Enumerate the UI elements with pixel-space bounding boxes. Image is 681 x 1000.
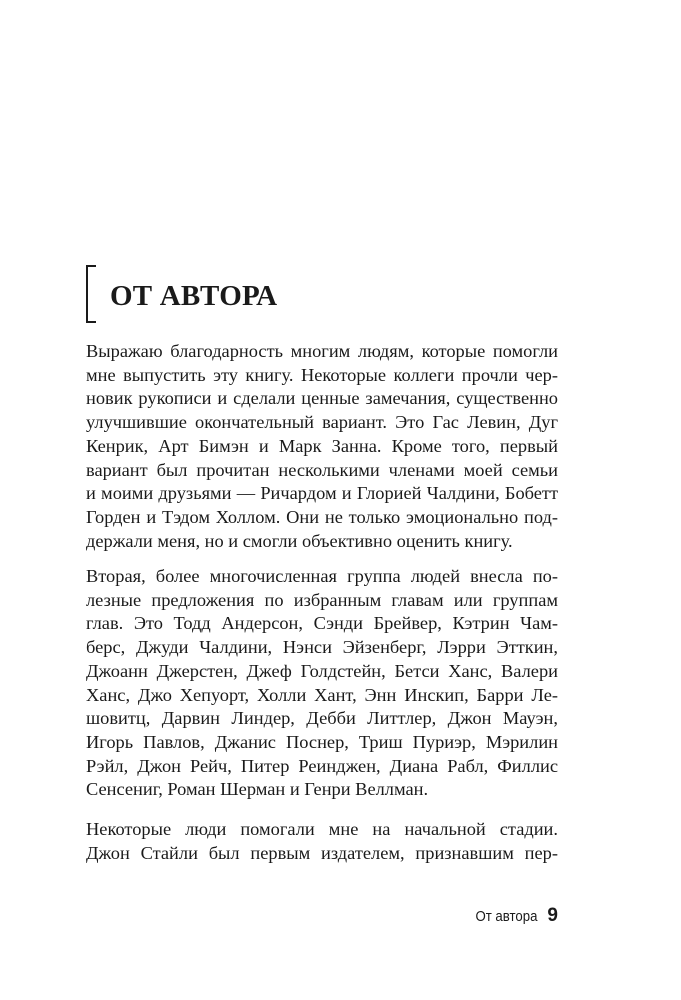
text-line: Сенсениг, Роман Шерман и Генри Веллман. [86,779,429,800]
text-line: улучшившие окончательный вариант. Это Гас Левин, Дуг [86,412,558,433]
page-footer [440,905,558,927]
chapter-title: ОТ АВТОРА [110,279,278,312]
text-line: Игорь Павлов, Джанис Поснер, Триш Пуриэр, Мэрилин [86,731,558,752]
text-line: Горден и Тэдом Холлом. Они не только эмоционально под- [86,506,558,527]
text-line: глав. Это Тодд Андерсон, Сэнди Брейвер, Кэтрин Чам- [86,613,558,634]
running-head: От автора [475,908,538,925]
text-line: Рэйл, Джон Рейч, Питер Реинджен, Диана Рабл, Филлис [86,755,558,776]
text-line: берс, Джуди Чалдини, Нэнси Эйзенберг, Лэрри Этткин, [86,637,558,658]
text-line: Некоторые люди помогали мне на начальной стадии. [86,819,558,839]
text-line: Вторая, более многочисленная группа людей внесла по- [86,566,558,586]
paragraph-acknowledgements-3 [86,818,558,865]
bracket-ornament [86,265,96,323]
text-line: вариант был прочитан несколькими членами моей семьи [86,459,558,480]
page-number: 9 [547,905,558,926]
text-line: Джоанн Джерстен, Джеф Голдстейн, Бетси Ханс, Валери [86,660,558,681]
text-line: Ханс, Джо Хепуорт, Холли Хант, Энн Инскип, Барри Ле- [86,684,558,705]
text-line: Выражаю благодарность многим людям, которые помогли [86,341,558,361]
paragraph-acknowledgements-1 [86,340,558,553]
text-line: новик рукописи и сделали ценные замечания, существенно [86,388,558,409]
text-line: Джон Стайли был первым издателем, признавшим пер- [86,842,558,863]
chapter-heading [86,264,277,324]
text-line: Кенрик, Арт Бимэн и Марк Занна. Кроме того, первый [86,435,558,456]
text-line: шовитц, Дарвин Линдер, Дебби Литтлер, Джон Мауэн, [86,708,558,729]
text-line: мне выпустить эту книгу. Некоторые коллеги прочли чер- [86,364,558,385]
text-line: лезные предложения по избранным главам или группам [86,589,558,610]
text-line: держали меня, но и смогли объективно оценить книгу. [86,530,513,551]
text-line: и моими друзьями — Ричардом и Глорией Чалдини, Бобетт [86,483,558,504]
paragraph-acknowledgements-2 [86,565,558,802]
